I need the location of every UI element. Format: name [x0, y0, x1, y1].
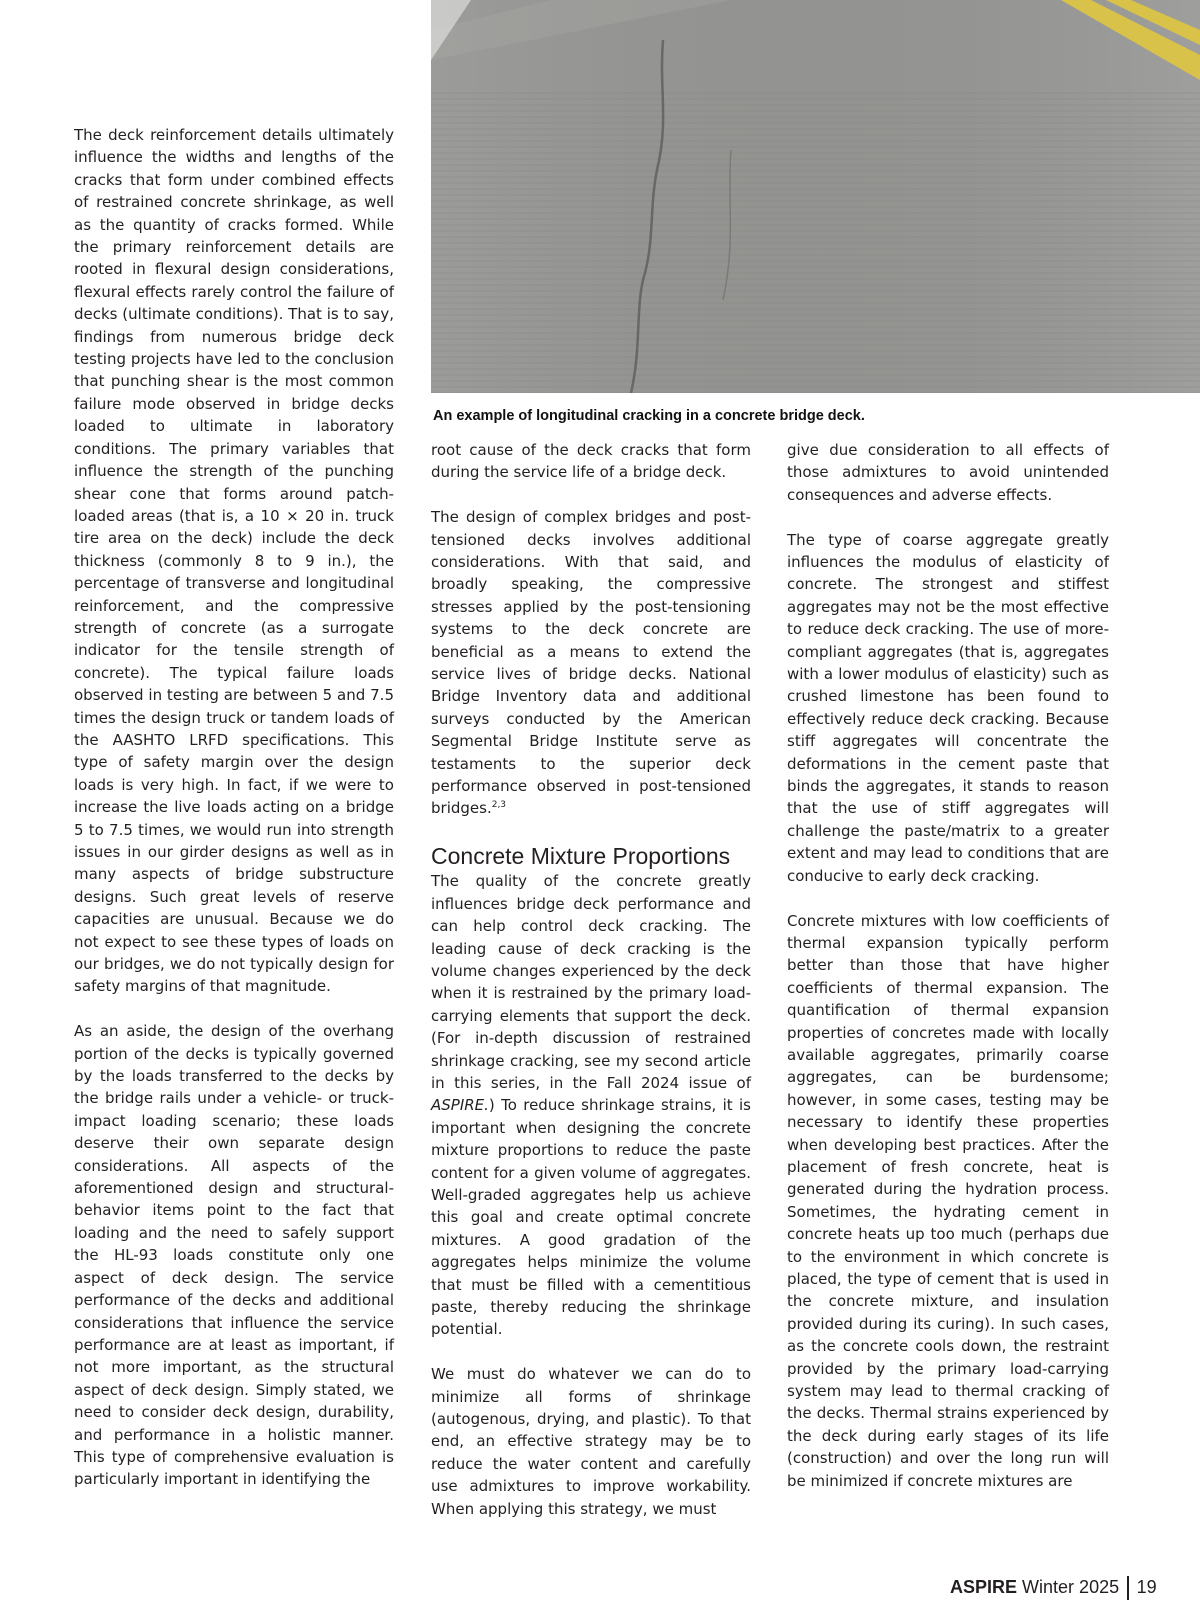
paragraph: The type of coarse aggregate greatly influences the modulus of elasticity of concrete. The strongest and stiffest aggregates may not be the most effective to reduce deck cracking. The use of more-compliant aggregates (that is, aggregates with a lower modulus of elasticity) such as crushed limestone has been found to effectively reduce deck cracking. Because stiff aggregates will concentrate the deformations in the cement paste that binds the aggregates, it stands to reason that the use of stiff aggregates will challenge the paste/matrix to a greater extent and may lead to conditions that are conducive to early deck cracking.: [787, 530, 1109, 885]
bridge-deck-photo: [431, 0, 1200, 393]
paragraph: root cause of the deck cracks that form during the service life of a bridge deck.: [431, 441, 751, 482]
footer-divider: [1127, 1576, 1129, 1600]
paragraph: Concrete mixtures with low coefficients of thermal expansion typically perform better than those that have higher coefficients of thermal expansion. The quantification of thermal expansion properties of concretes made with locally available aggregates, primarily coarse aggregates, can be burdensome; however, in some cases, testing may be necessary to identify these properties when developing best practices. After the placement of fresh concrete, heat is generated during the hydration process. Sometimes, the hydrating cement in concrete heats up too much (perhaps due to the environment in which concrete is placed, the type of cement that is used in the concrete mixture, and insulation provided during its curing). In such cases, as the concrete cools down, the restraint provided by the primary load-carrying system may lead to thermal cracking of the decks. Thermal strains experienced by the deck during early stages of its life (construction) and over the long run will be minimized if concrete mixtures are: [787, 911, 1109, 1490]
paragraph: We must do whatever we can do to minimize all forms of shrinkage (autogenous, drying, and plastic). To that end, an effective strategy may be to reduce the water content and carefully use admixtures to improve workability. When applying this strategy, we must: [431, 1365, 751, 1518]
paragraph: The deck reinforcement details ultimately influence the widths and lengths of the cracks that form under combined effects of restrained concrete shrinkage, as well as the quantity of cracks formed. While the primary reinforcement details are rooted in flexural design considerations, flexural effects rarely control the failure of decks (ultimate conditions). That is to say, findings from numerous bridge deck testing projects have led to the conclusion that punching shear is the most common failure mode observed in bridge decks loaded to ultimate in laboratory conditions. The primary variables that influence the strength of the punching shear cone that forms around patch-loaded areas (that is, a 10 × 20 in. truck tire area on the deck) include the deck thickness (commonly 8 to 9 in.), the percentage of transverse and longitudinal reinforcement, and the compressive strength of concrete (as a surrogate indicator for the tensile strength of concrete). The typical failure loads observed in testing are between 5 and 7.5 times the design truck or tandem loads of the AASHTO LRFD specifications. This type of safety margin over the design loads is very high. In fact, if we were to increase the live loads acting on a bridge 5 to 7.5 times, we would run into strength issues in our girder designs as well as in many aspects of bridge substructure designs. Such great levels of reserve capacities are unusual. Because we do not expect to see these types of loads on our bridges, we do not typically design for safety margins of that magnitude.: [74, 126, 394, 996]
issue-label: Winter 2025: [1022, 1576, 1120, 1597]
paragraph: [431, 870, 751, 1341]
page-footer: [950, 1576, 1157, 1600]
column-2: [431, 439, 751, 1542]
paragraph-text: ) To reduce shrinkage strains, it is important when designing the concrete mixture proportions to reduce the paste content for a given volume of aggregates. Well-graded aggregates help us achieve this goal and create optimal concrete mixtures. A good gradation of the aggregates helps minimize the volume that must be filled with a cementitious paste, thereby reducing the shrinkage potential.: [431, 1096, 751, 1339]
paragraph: As an aside, the design of the overhang portion of the decks is typically governed by the loads transferred to the decks by the bridge rails under a vehicle- or truck-impact loading scenario; these loads deserve their own separate design considerations. All aspects of the aforementioned design and structural-behavior items point to the fact that loading and the need to safely support the HL-93 loads constitute only one aspect of deck design. The service performance of the decks and additional considerations that influence the service performance are at least as important, if not more important, as the structural aspect of deck design. Simply stated, we need to consider deck design, durability, and performance in a holistic manner. This type of comprehensive evaluation is particularly important in identifying the: [74, 1022, 394, 1489]
paragraph: [431, 506, 751, 820]
bridge-deck-image: [431, 0, 1200, 393]
paragraph: give due consideration to all effects of those admixtures to avoid unintended consequences and adverse effects.: [787, 441, 1109, 504]
paragraph-text: The design of complex bridges and post-tensioned decks involves additional considerations. With that said, and broadly speaking, the compressive stresses applied by the post-tensioning systems to the deck concrete are beneficial as a means to extend the service lives of bridge decks. National Bridge Inventory data and additional surveys conducted by the American Segmental Bridge Institute serve as testaments to the superior deck performance observed in post-tensioned bridges.: [431, 508, 751, 818]
paragraph-text: The quality of the concrete greatly influences bridge deck performance and can help control deck cracking. The leading cause of deck cracking is the volume changes experienced by the deck when it is restrained by the primary load-carrying elements that support the deck. (For in-depth discussion of restrained shrinkage cracking, see my second article in this series, in the Fall 2024 issue of: [431, 872, 751, 1092]
page-number: 19: [1136, 1576, 1157, 1597]
magazine-title: ASPIRE.: [431, 1096, 489, 1115]
column-3: [787, 439, 1109, 1514]
section-heading: Concrete Mixture Proportions: [431, 843, 731, 870]
column-1: [74, 124, 394, 1513]
magazine-brand: ASPIRE: [950, 1576, 1018, 1597]
photo-caption: An example of longitudinal cracking in a concrete bridge deck.: [433, 408, 865, 424]
reference-superscript: 2,3: [491, 800, 507, 811]
